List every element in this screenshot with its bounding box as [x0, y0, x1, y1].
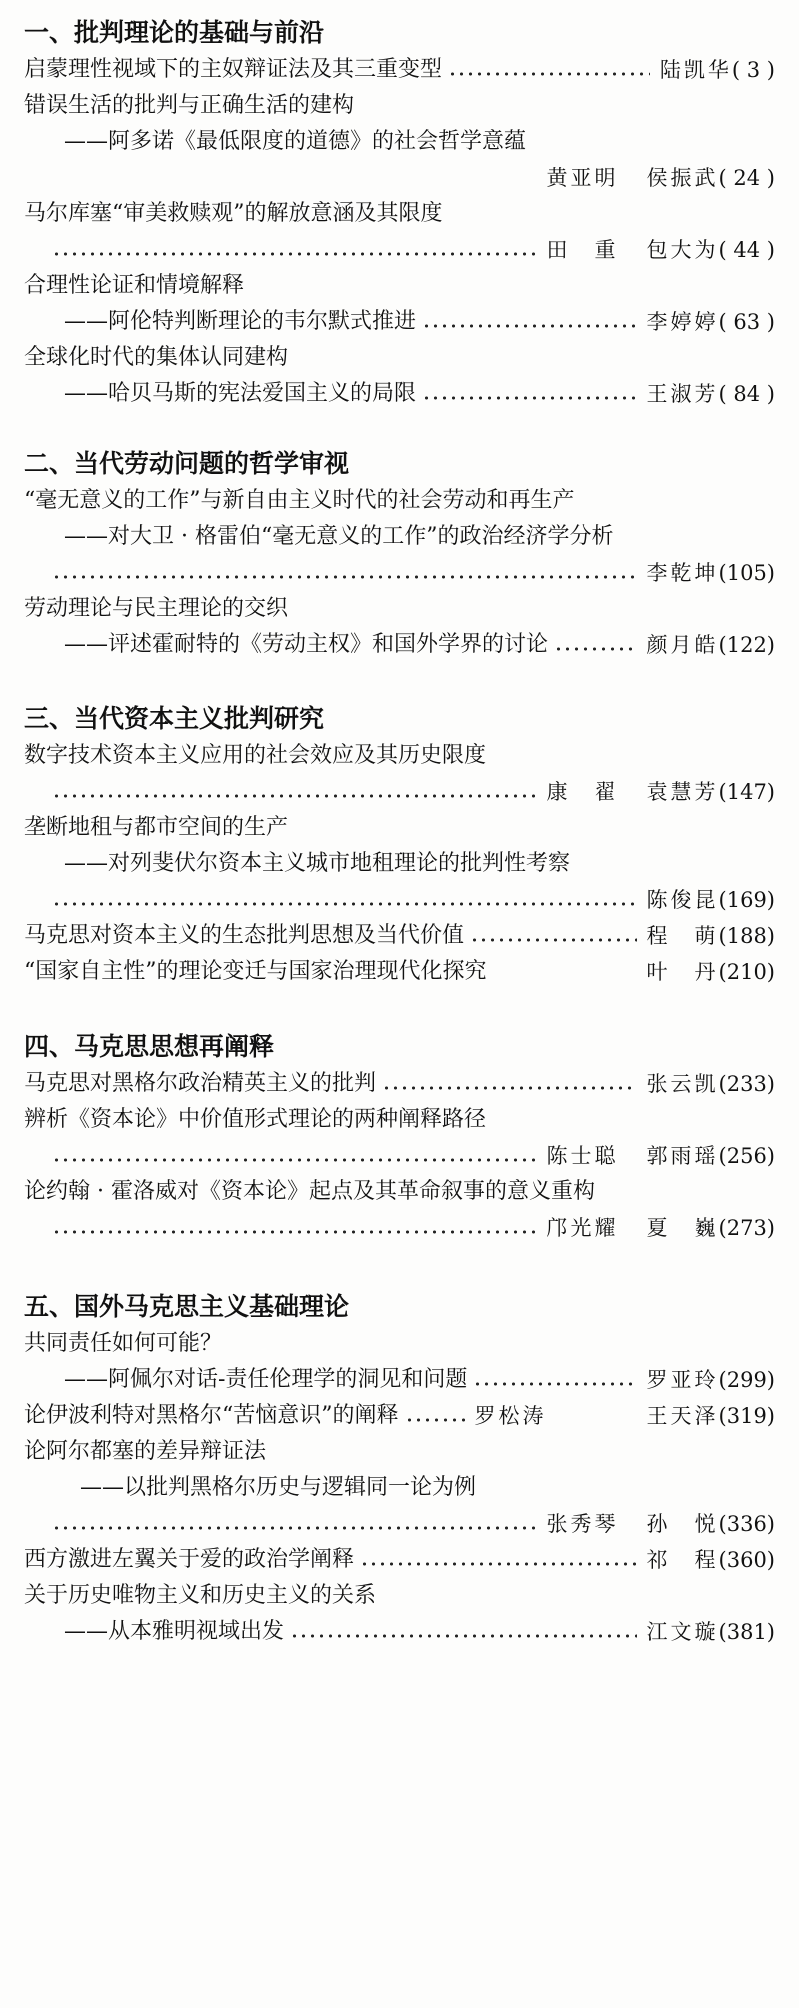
toc-entry [24, 1174, 775, 1210]
entry-title: “毫无意义的工作”与新自由主义时代的社会劳动和再生产 [24, 488, 575, 513]
entry-author: 罗松涛 [474, 1404, 547, 1428]
entry-author: 张秀琴 [546, 1512, 619, 1536]
entry-author: 侯振武 [646, 166, 719, 190]
entry-subtitle: ——哈贝马斯的宪法爱国主义的局限 [64, 381, 417, 406]
toc-entry [24, 1326, 775, 1362]
entry-title: 数字技术资本主义应用的社会效应及其历史限度 [24, 743, 487, 768]
toc-entry [24, 1066, 775, 1102]
toc-entry-leader [52, 774, 775, 810]
entry-title: 劳动理论与民主理论的交织 [24, 596, 289, 621]
toc-entry-subtitle [64, 124, 775, 160]
toc-entry [24, 954, 775, 990]
entry-page: (299) [718, 1368, 775, 1392]
entry-page: ( 44 ) [718, 238, 775, 262]
toc-entry-leader [52, 160, 775, 196]
leader-dots [470, 938, 637, 942]
entry-page: (381) [718, 1620, 775, 1644]
entry-title: 论伊波利特对黑格尔“苦恼意识”的阐释 [24, 1403, 399, 1428]
section-heading: 四、马克思思想再阐释 [24, 1032, 275, 1061]
entry-page: (319) [718, 1404, 775, 1428]
entry-page: (336) [718, 1512, 775, 1536]
entry-page: (256) [718, 1144, 775, 1168]
entry-title: 错误生活的批判与正确生活的建构 [24, 93, 355, 118]
leader-dots [52, 575, 637, 579]
entry-author: 王淑芳 [646, 382, 719, 406]
section-heading: 一、批判理论的基础与前沿 [24, 18, 325, 47]
toc-entry [24, 196, 775, 232]
entry-page: (210) [718, 960, 775, 984]
toc-entry [24, 52, 775, 88]
entry-author: 陈俊昆 [646, 888, 719, 912]
toc-entry-subtitle [64, 846, 775, 882]
entry-page: ( 84 ) [718, 382, 775, 406]
entry-page: ( 63 ) [718, 310, 775, 334]
entry-subtitle: ——从本雅明视域出发 [64, 1619, 285, 1644]
toc-entry-subtitle [64, 376, 775, 412]
entry-author: 郭雨瑶 [646, 1144, 719, 1168]
entry-author: 王天泽 [646, 1404, 719, 1428]
leader-dots [52, 252, 537, 256]
entry-author: 孙 悦 [646, 1512, 719, 1536]
leader-dots [52, 1230, 537, 1234]
entry-author: 陈士聪 [546, 1144, 619, 1168]
leader-dots [473, 1382, 636, 1386]
entry-author: 夏 巍 [646, 1216, 719, 1240]
toc-entry [24, 483, 775, 519]
entry-title: 论约翰 · 霍洛威对《资本论》起点及其革命叙事的意义重构 [24, 1179, 595, 1204]
entry-title: 共同责任如何可能？ [24, 1331, 223, 1356]
entry-page: (273) [718, 1216, 775, 1240]
leader-dots [360, 1562, 637, 1566]
leader-dots [448, 72, 650, 76]
toc-entry [24, 738, 775, 774]
toc-entry-subtitle [64, 627, 775, 663]
entry-subtitle: ——以批判黑格尔历史与逻辑同一论为例 [80, 1475, 477, 1500]
leader-dots [52, 902, 637, 906]
leader-dots [52, 1526, 537, 1530]
entry-subtitle: ——阿伦特判断理论的韦尔默式推进 [64, 309, 417, 334]
entry-author: 陆凯华 [659, 58, 732, 82]
toc-entry [24, 1398, 775, 1434]
entry-title: 马克思对资本主义的生态批判思想及当代价值 [24, 923, 465, 948]
entry-author: 程 萌 [646, 924, 719, 948]
toc-entry [24, 1102, 775, 1138]
entry-author: 包大为 [646, 238, 719, 262]
entry-page: ( 3 ) [731, 58, 775, 82]
toc-entry [24, 1578, 775, 1614]
entry-title: 论阿尔都塞的差异辩证法 [24, 1439, 267, 1464]
entry-page: (188) [718, 924, 775, 948]
toc-entry [24, 1542, 775, 1578]
toc-entry-subtitle [64, 1470, 775, 1506]
entry-title: 全球化时代的集体认同建构 [24, 345, 289, 370]
leader-dots [290, 1634, 637, 1638]
entry-title: 关于历史唯物主义和历史主义的关系 [24, 1583, 377, 1608]
section-heading: 二、当代劳动问题的哲学审视 [24, 449, 350, 478]
entry-page: (169) [718, 888, 775, 912]
entry-page: (147) [718, 780, 775, 804]
entry-title: 马克思对黑格尔政治精英主义的批判 [24, 1071, 377, 1096]
entry-author: 田 重 [546, 238, 619, 262]
toc-entry [24, 88, 775, 124]
entry-subtitle: ——对大卫 · 格雷伯“毫无意义的工作”的政治经济学分析 [64, 524, 614, 549]
section-heading: 五、国外马克思主义基础理论 [24, 1292, 350, 1321]
leader-dots [52, 1158, 537, 1162]
leader-dots [405, 1418, 465, 1422]
entry-title: 启蒙理性视域下的主奴辩证法及其三重变型 [24, 57, 443, 82]
entry-title: “国家自主性”的理论变迁与国家治理现代化探究 [24, 959, 487, 984]
entry-subtitle: ——对列斐伏尔资本主义城市地租理论的批判性考察 [64, 851, 571, 876]
toc-entry-subtitle [64, 1362, 775, 1398]
section-heading: 三、当代资本主义批判研究 [24, 704, 325, 733]
entry-author: 李婷婷 [646, 310, 719, 334]
toc-entry [24, 340, 775, 376]
toc-entry [24, 1434, 775, 1470]
toc-entry [24, 591, 775, 627]
entry-author: 张云凯 [646, 1072, 719, 1096]
entry-subtitle: ——阿多诺《最低限度的道德》的社会哲学意蕴 [64, 129, 527, 154]
entry-subtitle: ——评述霍耐特的《劳动主权》和国外学界的讨论 [64, 632, 549, 657]
entry-author: 江文璇 [646, 1620, 719, 1644]
entry-page: (233) [718, 1072, 775, 1096]
toc-entry-subtitle [64, 304, 775, 340]
toc-entry-subtitle [64, 519, 775, 555]
entry-page: (122) [718, 633, 775, 657]
entry-author: 罗亚玲 [646, 1368, 719, 1392]
leader-dots [52, 794, 537, 798]
entry-author: 黄亚明 [546, 166, 619, 190]
entry-author: 康 翟 [546, 780, 619, 804]
entry-author: 叶 丹 [646, 960, 719, 984]
leader-dots [554, 647, 637, 651]
toc-entry-leader [52, 1506, 775, 1542]
toc-entry [24, 918, 775, 954]
entry-author: 袁慧芳 [646, 780, 719, 804]
entry-page: (360) [718, 1548, 775, 1572]
entry-subtitle: ——阿佩尔对话-责任伦理学的洞见和问题 [64, 1367, 468, 1392]
entry-title: 垄断地租与都市空间的生产 [24, 815, 289, 840]
entry-author: 李乾坤 [646, 561, 719, 585]
leader-dots [422, 396, 637, 400]
toc-entry-subtitle [64, 1614, 775, 1650]
entry-title: 合理性论证和情境解释 [24, 273, 245, 298]
toc-entry [24, 268, 775, 304]
leader-dots [422, 324, 637, 328]
entry-title: 马尔库塞“审美救赎观”的解放意涵及其限度 [24, 201, 443, 226]
toc-entry-leader [52, 1210, 775, 1246]
entry-author: 邝光耀 [546, 1216, 619, 1240]
toc-entry-leader [52, 882, 775, 918]
toc-entry-leader [52, 232, 775, 268]
toc-entry-leader [52, 555, 775, 591]
entry-page: (105) [718, 561, 775, 585]
leader-dots [382, 1086, 637, 1090]
entry-page: ( 24 ) [718, 166, 775, 190]
entry-title: 辨析《资本论》中价值形式理论的两种阐释路径 [24, 1107, 487, 1132]
toc-entry-leader [52, 1138, 775, 1174]
entry-title: 西方激进左翼关于爱的政治学阐释 [24, 1547, 355, 1572]
entry-author: 颜月皓 [646, 633, 719, 657]
entry-author: 祁 程 [646, 1548, 719, 1572]
toc-entry [24, 810, 775, 846]
